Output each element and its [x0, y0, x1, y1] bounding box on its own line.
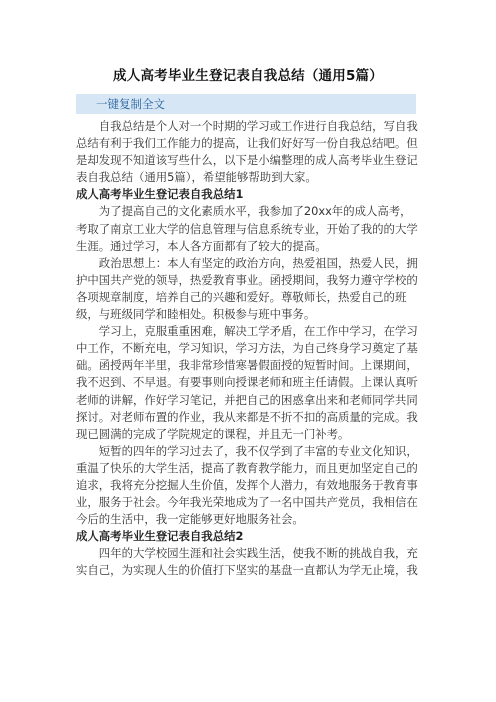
body-paragraph: 学习上，克服重重困难，解决工学矛盾，在工作中学习，在学习中工作，不断充电，学习知识，学习方法，为自己终身学习奠定了基础。函授两年半里，我非常珍惜寒暑假面授的短暂时间。上课期间，我不迟到、不早退。有要事则向授课老师和班主任请假。上课认真听老师的讲解，作好学习笔记，并把自己的困惑拿出来和老师同学共同探讨。对老师布置的作业，我从来都是不折不扣的高质量的完成。我现已圆满的完成了学院规定的课程，并且无一门补考。: [76, 324, 418, 441]
body-paragraph: 政治思想上：本人有坚定的政治方向，热爱祖国，热爱人民，拥护中国共产党的领导，热爱教育事业。函授期间，我努力遵守学校的各项规章制度，培养自己的兴趣和爱好。尊敬师长，热爱自己的班级，与班级同学和睦相处。积极参与班中事务。: [76, 255, 418, 322]
copy-all-bar: [76, 94, 416, 114]
document-title: 成人高考毕业生登记表自我总结（通用5篇）: [113, 68, 383, 84]
body-paragraph: 短暂的四年的学习过去了，我不仅学到了丰富的专业文化知识，重温了快乐的大学生活，提高了教育教学能力，而且更加坚定自己的追求，我将充分挖掘人生价值，发挥个人潜力，有效地服务于教育事业，服务于社会。今年我光荣地成为了一名中国共产党员，我相信在今后的生活中，我一定能够更好地服务社会。: [76, 443, 418, 527]
body-paragraph: 四年的大学校园生涯和社会实践生活，使我不断的挑战自我，充实自己，为实现人生的价值打下坚实的基盘一直都认为学无止境，我: [76, 546, 418, 578]
copy-all-button[interactable]: 一键复制全文: [96, 97, 165, 111]
section-heading: 成人高考毕业生登记表自我总结2: [76, 529, 244, 544]
body-paragraph: 为了提高自己的文化素质水平，我参加了20xx年的成人高考，考取了南京工业大学的信息管理与信息系统专业，开始了我的的大学生涯。通过学习，本人各方面都有了较大的提高。: [76, 204, 418, 253]
document-body: [76, 118, 418, 580]
section-heading: 成人高考毕业生登记表自我总结1: [76, 187, 244, 202]
body-paragraph: 自我总结是个人对一个时期的学习或工作进行自我总结，写自我总结有利于我们工作能力的提高，让我们好好写一份自我总结吧。但是却发现不知道该写些什么，以下是小编整理的成人高考毕业生登记表自我总结（通用5篇），希望能够帮助到大家。: [76, 119, 418, 185]
